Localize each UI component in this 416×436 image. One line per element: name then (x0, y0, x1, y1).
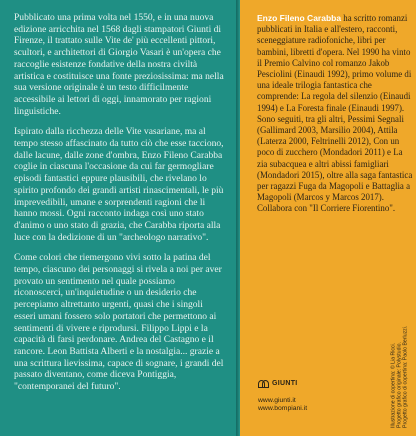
publisher-url-giunti: www.giunti.it (258, 397, 296, 404)
publisher-url-bompiani: www.bompiani.it (258, 405, 308, 413)
publisher-logo-text: GIUNTI (272, 379, 298, 387)
flap-paragraph-3: Come colori che riemergono vivi sotto la patina del tempo, ciascuno dei personaggi si rivela a noi per aver provato un sentimento nel quale possiamo riconoscerci, un'inquietudine o un desiderio che percepiamo altrettanto urgenti, quasi che i singoli esseri umani fossero solo portatori che permettono ai sentimenti di vivere e riprodursi. Filippo Lippi e la capacità di farsi perdonare. Andrea del Castagno e il rancore. Leon Battista Alberti e la nostalgia... grazie a una scrittura lievissima, capace di sognare, i grandi del passato diventano, come diceva Pontiggia, "contemporanei del futuro". (14, 252, 224, 393)
flap-paragraph-2: Ispirato dalla ricchezza delle Vite vasariane, ma al tempo stesso affascinato da tutto ciò che esse tacciono, dalle lacune, dalle zone d'ombra, Enzo Fileno Carabba coglie in ciascuna l'occasione da cui far germogliare episodi fantastici eppure plausibili, che rivelano lo spirito profondo dei grandi artisti rinascimentali, le più imprevedibili, umane e sorprendenti ragioni che li hanno mossi. Ogni racconto indaga così uno stato d'animo o uno stato di grazia, che Carabba riporta alla luce con la dedizione di un "archeologo narrativo". (14, 126, 224, 243)
back-flap (240, 0, 416, 436)
author-bio (257, 13, 413, 215)
flap-paragraph-1: Pubblicato una prima volta nel 1550, e in una nuova edizione arricchita nel 1568 dagli stampatori Giunti di Firenze, il trattato sulle Vite de' più eccellenti pittori, scultori, e architettori di Giorgio Vasari è un'opera che raccoglie esistenze fondative della nostra civiltà artistica e costituisce una fonte preziosissima: ma nella sua versione originale è un testo difficilmente accessibile ai lettori di oggi, innamorato per ragioni linguistiche. (14, 12, 224, 117)
cover-credits-text: Illustrazione di copertina: © Lia Ricci. Progetto grafico originale: Polystudio. Progetto grafico di copertina: Paolo Berluzzi. (390, 325, 410, 428)
author-name: Enzo Fileno Carabba (257, 13, 342, 23)
author-bio-text: ha scritto romanzi pubblicati in Italia e all'estero, racconti, sceneggiature radiofoniche, libri per bambini, libretti d'opera. Nel 1990 ha vinto il Premio Calvino col romanzo Jakob Pesciolini (Einaudi 1992), primo volume di una ideale trilogia fantastica che comprende: La regola del silenzio (Einaudi 1994) e La Foresta finale (Einaudi 1997). Sono seguiti, tra gli altri, Pessimi Segnali (Gallimard 2003, Marsilio 2004), Attila (Laterza 2000, Feltrinelli 2012), Con un poco di zucchero (Mondadori 2011) e La zia subacquea e altri abissi famigliari (Mondadori 2015), oltre alla saga fantastica per ragazzi Fuga da Magopoli e Battaglia a Magopoli (Marcos y Marcos 2017). Collabora con "Il Corriere Fiorentino". (257, 13, 413, 214)
cover-credits (388, 324, 412, 428)
publisher-logo (258, 379, 348, 387)
flap-blurb (14, 12, 226, 402)
giunti-logo-icon (258, 379, 269, 387)
publisher-block (258, 379, 348, 414)
